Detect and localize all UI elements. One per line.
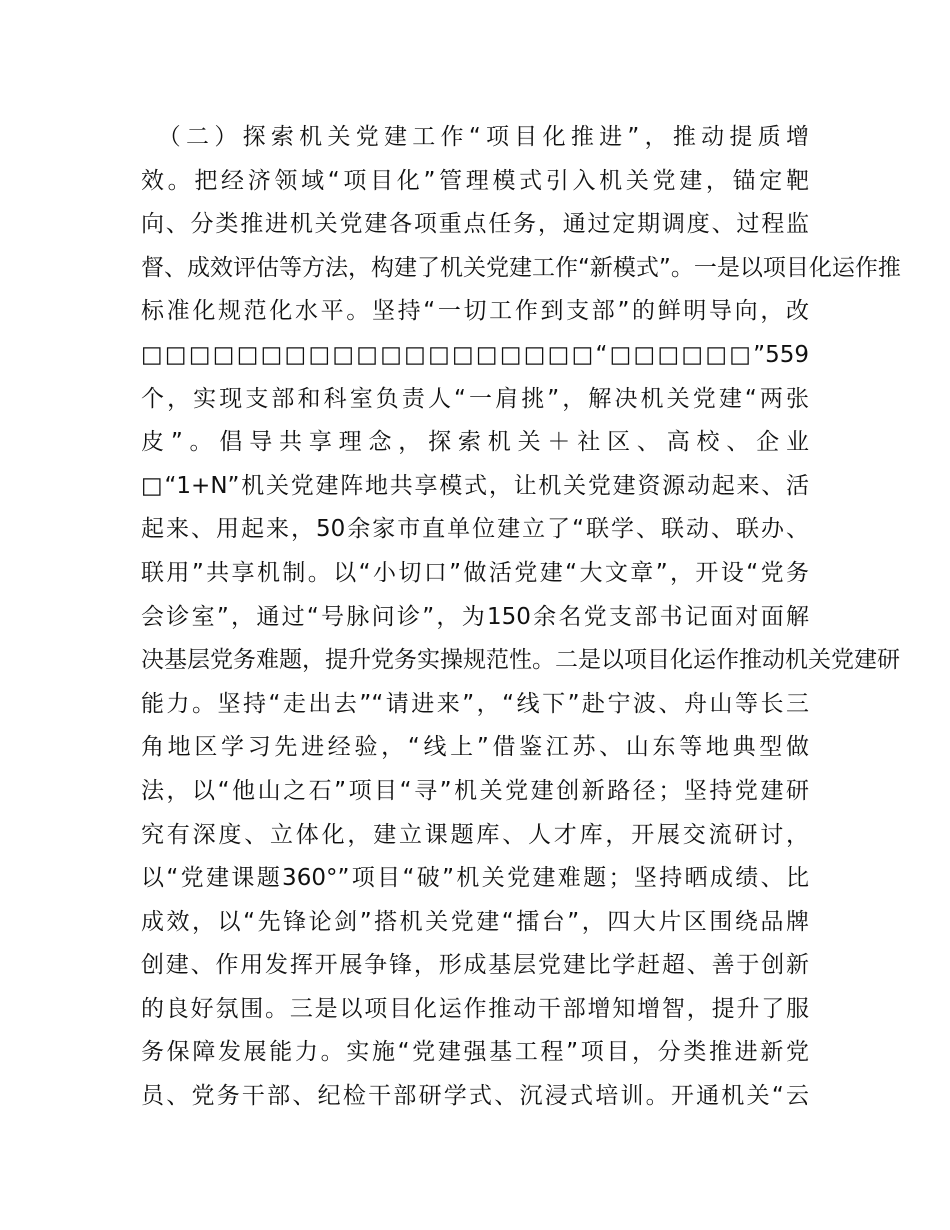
body-paragraph — [141, 116, 950, 1119]
text-line: □“1+N”机关党建阵地共享模式，让机关党建资源动起来、活 — [141, 472, 809, 499]
text-line: 的良好氛围。三是以项目化运作推动干部增知增智，提升了服 — [141, 995, 809, 1022]
text-line: 法，以“他山之石”项目“寻”机关党建创新路径；坚持党建研 — [141, 777, 809, 804]
text-line: 个，实现支部和科室负责人“一肩挑”，解决机关党建“两张 — [141, 385, 809, 412]
text-line: 成效，以“先锋论剑”搭机关党建“擂台”，四大片区围绕品牌 — [141, 908, 809, 935]
text-line: 向、分类推进机关党建各项重点任务，通过定期调度、过程监 — [141, 211, 809, 238]
text-line: 能力。坚持“走出去”“请进来”，“线下”赴宁波、舟山等长三 — [141, 690, 809, 717]
text-line: 以“党建课题360°”项目“破”机关党建难题；坚持晒成绩、比 — [141, 865, 809, 892]
text-line: 员、党务干部、纪检干部研学式、沉浸式培训。开通机关“云 — [141, 1083, 809, 1110]
text-line: 效。把经济领域“项目化”管理模式引入机关党建，锚定靶 — [141, 167, 809, 194]
text-line: 联用”共享机制。以“小切口”做活党建“大文章”，开设“党务 — [141, 559, 809, 586]
text-line: 角地区学习先进经验，“线上”借鉴江苏、山东等地典型做 — [141, 734, 809, 761]
text-line: 决基层党务难题，提升党务实操规范性。二是以项目化运作推动机关党建研 — [141, 647, 900, 674]
text-line: 标准化规范化水平。坚持“一切工作到支部”的鲜明导向，改 — [141, 298, 809, 325]
text-line: □□□□□□□□□□□□□□□□□□□“□□□□□□”559 — [141, 341, 809, 368]
text-line: （二）探索机关党建工作“项目化推进”，推动提质增 — [141, 124, 809, 150]
text-line: 督、成效评估等方法，构建了机关党建工作“新模式”。一是以项目化运作推 — [141, 254, 901, 281]
text-line: 究有深度、立体化，建立课题库、人才库，开展交流研讨， — [141, 821, 809, 848]
text-line: 起来、用起来，50余家市直单位建立了“联学、联动、联办、 — [141, 516, 809, 543]
text-line: 创建、作用发挥开展争锋，形成基层党建比学赶超、善于创新 — [141, 952, 809, 979]
text-line: 务保障发展能力。实施“党建强基工程”项目，分类推进新党 — [141, 1039, 809, 1066]
text-line: 皮”。倡导共享理念，探索机关＋社区、高校、企业 — [141, 429, 809, 456]
text-line: 会诊室”，通过“号脉问诊”，为150余名党支部书记面对面解 — [141, 603, 809, 630]
